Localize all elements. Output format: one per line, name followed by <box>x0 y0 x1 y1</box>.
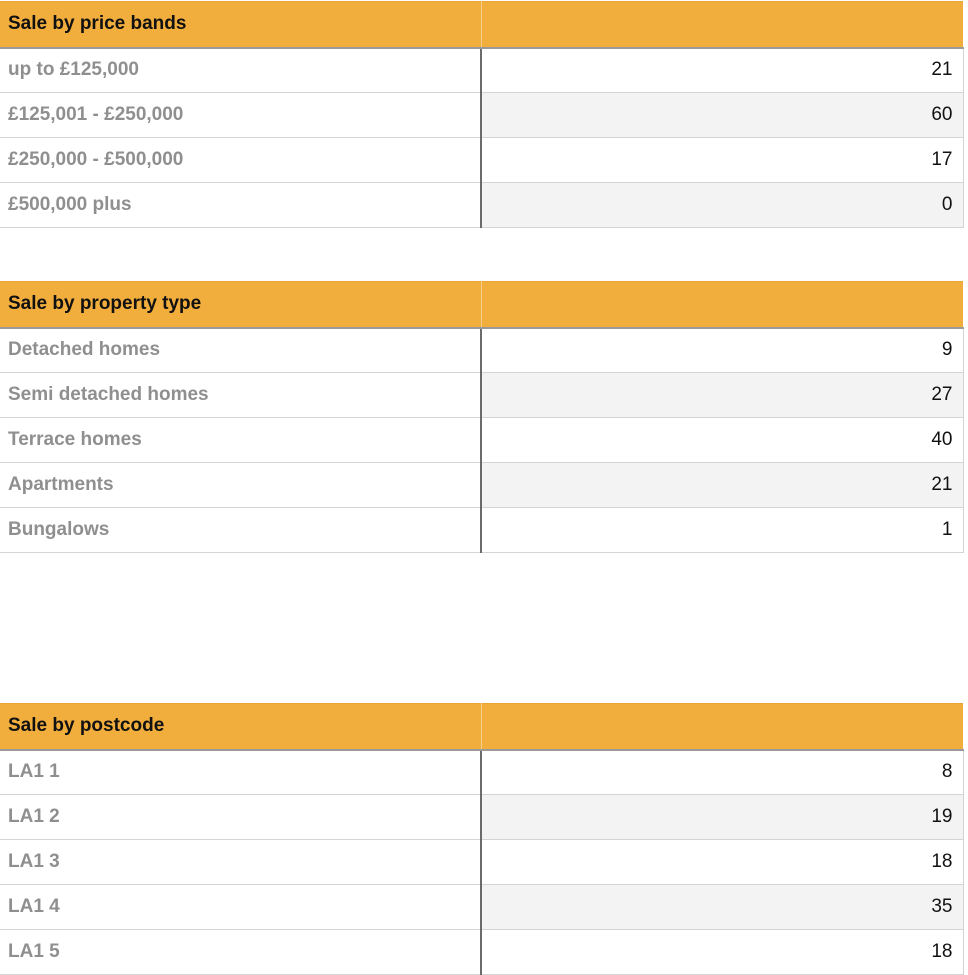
table-header-empty <box>481 282 963 328</box>
table-row <box>0 508 963 553</box>
row-label: LA1 2 <box>0 795 481 840</box>
price-bands-table <box>0 1 964 228</box>
row-value: 8 <box>481 750 963 795</box>
row-value: 19 <box>481 795 963 840</box>
table-row <box>0 840 963 885</box>
table-header-row <box>0 704 963 750</box>
row-label: LA1 3 <box>0 840 481 885</box>
row-label: LA1 4 <box>0 885 481 930</box>
row-value: 21 <box>481 48 963 93</box>
table-header-empty <box>481 2 963 48</box>
table-row <box>0 183 963 228</box>
table-row <box>0 750 963 795</box>
table-title: Sale by price bands <box>0 2 481 48</box>
row-label: Semi detached homes <box>0 373 481 418</box>
table-row <box>0 328 963 373</box>
row-label: LA1 5 <box>0 930 481 975</box>
table-title: Sale by postcode <box>0 704 481 750</box>
row-value: 9 <box>481 328 963 373</box>
row-value: 0 <box>481 183 963 228</box>
table-header-row <box>0 2 963 48</box>
row-value: 17 <box>481 138 963 183</box>
property-type-table <box>0 281 964 553</box>
table-row <box>0 138 963 183</box>
row-label: Apartments <box>0 463 481 508</box>
row-label: Detached homes <box>0 328 481 373</box>
row-label: Terrace homes <box>0 418 481 463</box>
row-label: Bungalows <box>0 508 481 553</box>
row-label: £125,001 - £250,000 <box>0 93 481 138</box>
row-label: up to £125,000 <box>0 48 481 93</box>
table-header-empty <box>481 704 963 750</box>
row-value: 18 <box>481 840 963 885</box>
table-row <box>0 930 963 975</box>
row-label: £250,000 - £500,000 <box>0 138 481 183</box>
postcode-table <box>0 703 964 975</box>
row-value: 1 <box>481 508 963 553</box>
table-row <box>0 795 963 840</box>
table-row <box>0 885 963 930</box>
row-value: 35 <box>481 885 963 930</box>
row-value: 60 <box>481 93 963 138</box>
row-value: 21 <box>481 463 963 508</box>
table-row <box>0 48 963 93</box>
table-row <box>0 418 963 463</box>
table-row <box>0 463 963 508</box>
row-value: 27 <box>481 373 963 418</box>
table-row <box>0 93 963 138</box>
table-row <box>0 373 963 418</box>
table-title: Sale by property type <box>0 282 481 328</box>
row-label: £500,000 plus <box>0 183 481 228</box>
row-label: LA1 1 <box>0 750 481 795</box>
row-value: 40 <box>481 418 963 463</box>
table-header-row <box>0 282 963 328</box>
row-value: 18 <box>481 930 963 975</box>
